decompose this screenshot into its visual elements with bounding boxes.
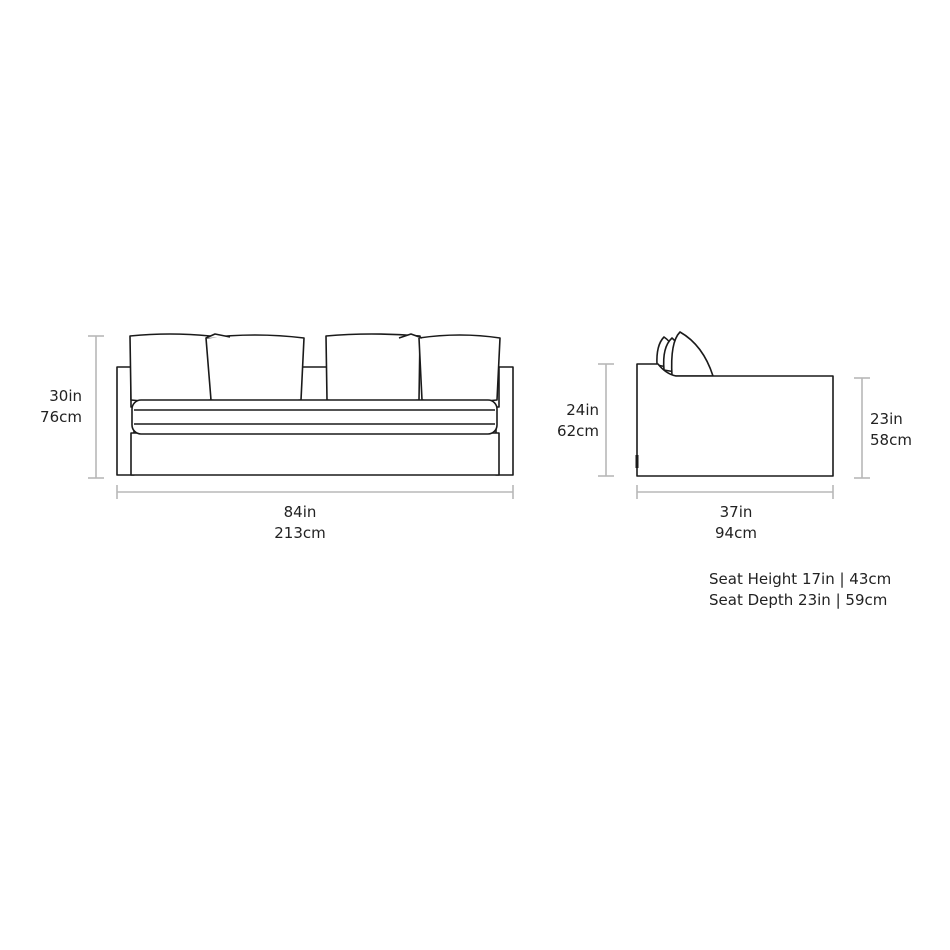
side-depth-cm-label: 94cm xyxy=(715,524,757,542)
sofa-front-view xyxy=(117,334,513,475)
side-arm-height-in-label: 23in xyxy=(870,410,903,428)
seat-depth-spec: Seat Depth 23in | 59cm xyxy=(709,591,888,609)
side-depth-in-label: 37in xyxy=(719,503,753,521)
front-back-cushion-3 xyxy=(326,334,420,402)
front-back-cushion-2 xyxy=(206,335,304,402)
front-width-dimension xyxy=(117,485,513,499)
side-arm-height-dimension xyxy=(854,378,870,478)
sofa-side-view xyxy=(637,332,833,476)
front-height-cm-label: 76cm xyxy=(40,408,82,426)
front-width-cm-label: 213cm xyxy=(274,524,326,542)
front-height-in-label: 30in xyxy=(49,387,82,405)
front-back-cushion-4 xyxy=(419,335,500,402)
side-body xyxy=(637,364,833,476)
front-width-in-label: 84in xyxy=(283,503,317,521)
front-height-dimension xyxy=(88,336,104,478)
side-back-height-in-label: 24in xyxy=(566,401,599,419)
front-base xyxy=(131,433,499,475)
side-back-cushion-front xyxy=(672,332,713,376)
side-arm-height-cm-label: 58cm xyxy=(870,431,912,449)
side-depth-dimension xyxy=(637,485,833,499)
seat-height-spec: Seat Height 17in | 43cm xyxy=(709,570,892,588)
side-back-height-dimension xyxy=(598,364,614,476)
side-back-height-cm-label: 62cm xyxy=(557,422,599,440)
front-back-cushion-1 xyxy=(130,334,211,402)
front-seat-cushion xyxy=(132,400,497,434)
